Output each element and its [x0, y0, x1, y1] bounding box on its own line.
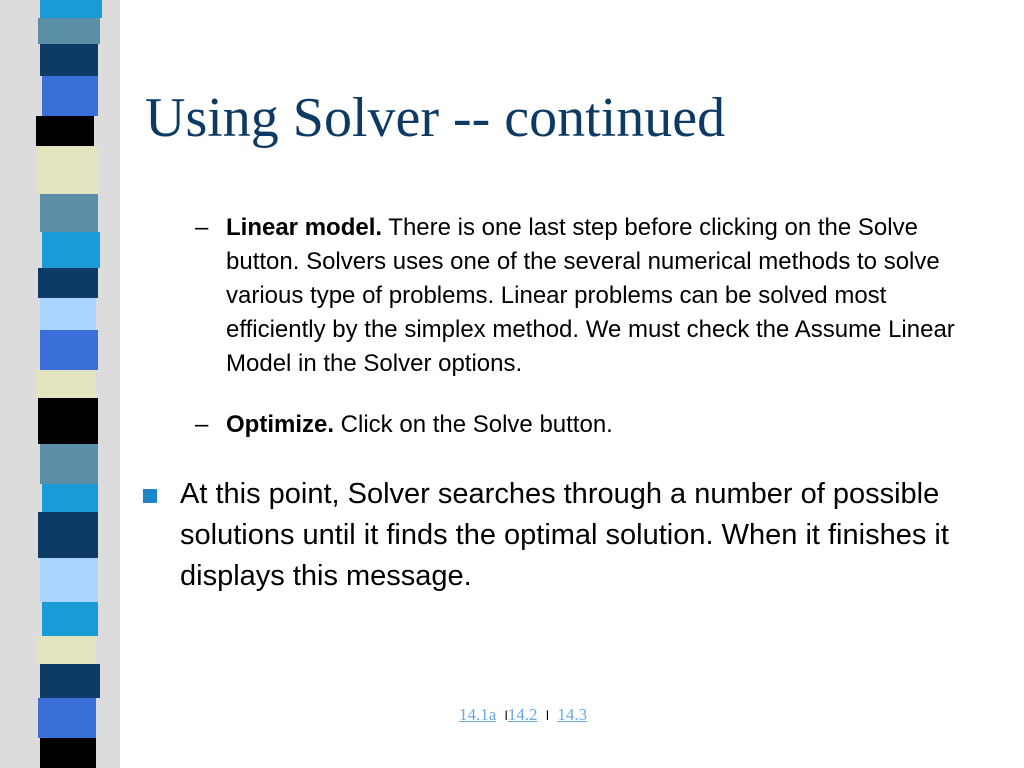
main-bullet — [143, 474, 993, 597]
stripe-segment — [36, 370, 96, 398]
stripe-segment — [42, 602, 98, 636]
stripe-segment — [40, 444, 98, 484]
stripe-segment — [40, 194, 98, 232]
sub-bullet-body: Click on the Solve button. — [334, 411, 613, 438]
slide-title: Using Solver -- continued — [145, 87, 726, 149]
stripe-segment — [40, 664, 100, 698]
sub-bullet-linear-model — [195, 211, 985, 381]
stripe-segment — [38, 512, 98, 558]
main-bullet-text: At this point, Solver searches through a number of possible solutions until it finds the optimal solution. When it finishes it displays this message. — [180, 478, 949, 592]
stripe-segment — [40, 738, 96, 768]
sub-bullet-lead: Optimize. — [226, 411, 335, 438]
stripe-segment — [38, 268, 98, 298]
stripe-segment — [42, 76, 98, 116]
dash-marker: – — [195, 411, 209, 438]
stripe-segment — [40, 330, 98, 370]
stripe-segment — [38, 698, 96, 738]
stripe-segment — [40, 298, 96, 330]
sub-bullet-lead: Linear model. — [226, 214, 383, 241]
nav-separator: l — [504, 708, 508, 723]
sub-bullet-body: There is one last step before clicking on the Solve button. Solvers uses one of the several numerical methods to solve various type of problems. Linear problems can be solved most efficiently by the simplex method. We must check the Assume Linear Model in the Solver options. — [226, 214, 955, 377]
dash-marker: – — [195, 214, 209, 241]
sub-bullet-text — [226, 211, 985, 381]
footer-navigation — [459, 704, 587, 727]
stripe-segment — [38, 146, 98, 194]
sub-bullet-text — [226, 408, 985, 442]
stripe-segment — [40, 558, 98, 602]
stripe-segment — [36, 116, 94, 146]
decorative-stripe-band — [0, 0, 120, 768]
stripe-segment — [38, 398, 98, 444]
nav-separator: l — [545, 708, 549, 723]
stripe-segment — [38, 18, 100, 44]
stripe-segment — [42, 232, 100, 268]
nav-link-14-3[interactable]: 14.3 — [557, 705, 588, 724]
nav-link-14-1a[interactable]: 14.1a — [459, 705, 497, 724]
stripe-segment — [40, 44, 98, 76]
square-bullet-icon — [143, 489, 157, 503]
stripe-segment — [42, 484, 98, 512]
stripe-segment — [38, 636, 96, 664]
nav-link-14-2[interactable]: 14.2 — [507, 705, 538, 724]
stripe-segment — [40, 0, 102, 18]
sub-bullet-optimize — [195, 408, 985, 442]
